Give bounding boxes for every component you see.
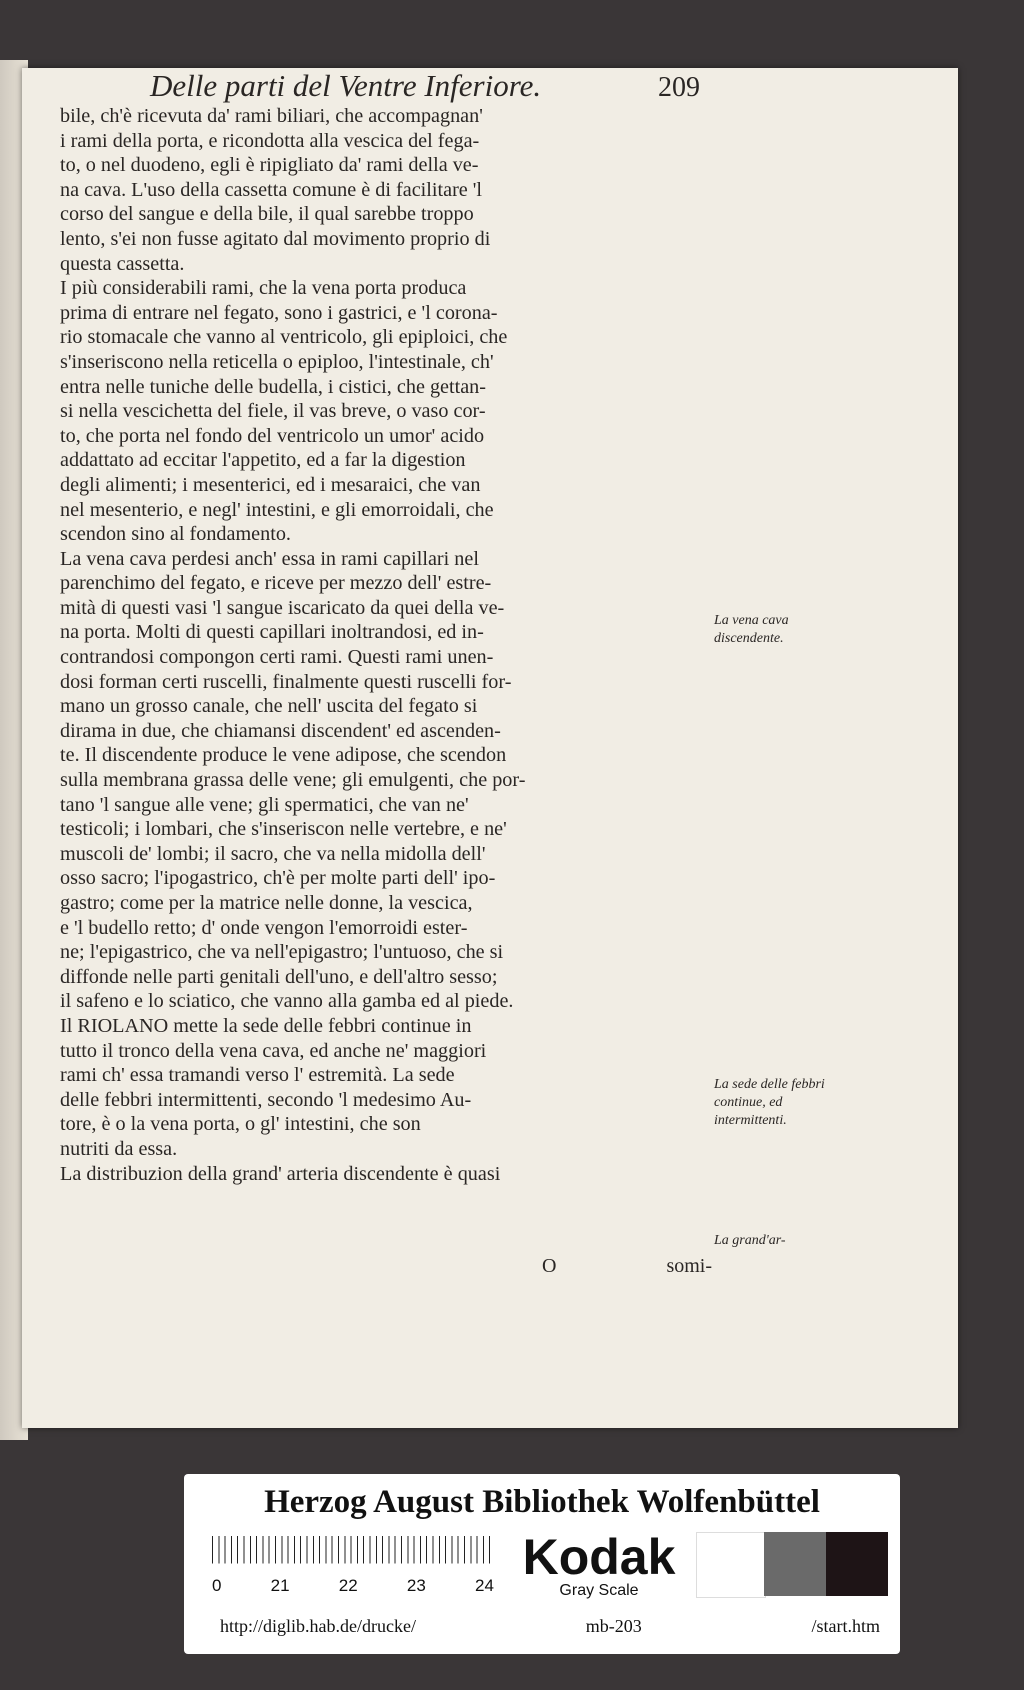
- margin-note: La vena cava discendente.: [714, 613, 789, 646]
- text-line: testicoli; i lombari, che s'inseriscon nelle vertebre, e ne': [60, 818, 507, 841]
- page-header: [150, 68, 700, 108]
- margin-note: La sede delle febbri continue, ed intermittenti.: [714, 1077, 825, 1128]
- kodak-logo: Kodak: [522, 1529, 676, 1585]
- text-line: parenchimo del fegato, e riceve per mezzo dell' estre-: [60, 572, 492, 595]
- url-row: [220, 1616, 880, 1637]
- text-line: te. Il discendente produce le vene adipose, che scendon: [60, 744, 507, 767]
- text-line: I più considerabili rami, che la vena porta produca: [60, 277, 467, 300]
- text-line: entra nelle tuniche delle budella, i cistici, che gettan-: [60, 375, 486, 398]
- url-suffix: /start.htm: [811, 1616, 880, 1636]
- text-line: muscoli de' lombi; il sacro, che va nella midolla dell': [60, 842, 486, 865]
- ruler-label: 24: [475, 1576, 494, 1595]
- text-line: mità di questi vasi 'l sangue iscaricato da quei della ve-: [60, 596, 505, 619]
- text-line: prima di entrare nel fegato, sono i gastrici, e 'l corona-: [60, 301, 498, 324]
- text-line: dirama in due, che chiamansi discendent' ed ascenden-: [60, 719, 501, 742]
- ruler-labels: [212, 1576, 494, 1596]
- text-line: bile, ch'è ricevuta da' rami biliari, che accompagnan': [60, 105, 483, 127]
- text-line: tore, è o la vena porta, o gl' intestini, che son: [60, 1113, 421, 1136]
- text-line: Il RIOLANO mette la sede delle febbri continue in: [60, 1014, 472, 1037]
- text-line: i rami della porta, e ricondotta alla vescica del fega-: [60, 129, 480, 152]
- text-line: osso sacro; l'ipogastrico, ch'è per molte parti dell' ipo-: [60, 867, 496, 890]
- ruler-label: 21: [270, 1576, 290, 1595]
- text-line: ne; l'epigastrico, che va nell'epigastro; l'untuoso, che si: [60, 941, 504, 964]
- text-line: delle febbri intermittenti, secondo 'l medesimo Au-: [60, 1088, 472, 1111]
- text-line: sulla membrana grassa delle vene; gli emulgenti, che por-: [60, 769, 526, 792]
- scale-ruler: [212, 1536, 494, 1575]
- gray-swatch-mid: [764, 1532, 826, 1596]
- margin-note: La grand'ar-: [714, 1233, 786, 1248]
- text-line: addattato ad eccitar l'appetito, ed a far la digestion: [60, 449, 466, 472]
- text-line: tutto il tronco della vena cava, ed anche ne' maggiori: [60, 1039, 487, 1062]
- page-number: 209: [658, 72, 700, 103]
- url-base: http://diglib.hab.de/drucke/: [220, 1616, 416, 1636]
- text-line: dosi forman certi ruscelli, finalmente questi ruscelli for-: [60, 670, 512, 693]
- gray-swatch-black: [826, 1532, 888, 1596]
- catchword: somi-: [666, 1255, 712, 1277]
- text-line: La vena cava perdesi anch' essa in rami capillari nel: [60, 547, 479, 570]
- text-line: si nella vescichetta del fiele, il vas breve, o vaso cor-: [60, 400, 486, 423]
- text-line: La distribuzion della grand' arteria discendente è quasi: [60, 1162, 501, 1185]
- text-line: nel mesenterio, e negl' intestini, e gli emorroidali, che: [60, 498, 494, 521]
- library-name: Herzog August Bibliothek Wolfenbüttel: [264, 1484, 820, 1520]
- text-line: e 'l budello retto; d' onde vengon l'emorroidi ester-: [60, 916, 468, 939]
- text-line: to, che porta nel fondo del ventricolo un umor' acido: [60, 424, 485, 447]
- body-text: [60, 104, 705, 1186]
- text-line: degli alimenti; i mesenterici, ed i mesaraici, che van: [60, 473, 481, 496]
- text-line: il safeno e lo sciatico, che vanno alla gamba ed al piede.: [60, 990, 514, 1013]
- text-line: tano 'l sangue alle vene; gli spermatici, che van ne': [60, 793, 469, 816]
- text-line: diffonde nelle parti genitali dell'uno, e dell'altro sesso;: [60, 965, 498, 988]
- gray-scale-label: Gray Scale: [559, 1582, 639, 1599]
- ruler-label: 23: [406, 1576, 426, 1595]
- text-line: corso del sangue e della bile, il qual sarebbe troppo: [60, 203, 474, 226]
- text-line: to, o nel duodeno, egli è ripigliato da' rami della ve-: [60, 154, 479, 177]
- url-shelfmark: mb-203: [585, 1616, 642, 1636]
- text-line: rami ch' essa tramandi verso l' estremità. La sede: [60, 1064, 455, 1087]
- text-line: na porta. Molti di questi capillari inoltrandosi, ed in-: [60, 621, 484, 644]
- text-line: s'inseriscono nella reticella o epiploo, l'intestinale, ch': [60, 350, 494, 373]
- color-target-card: [184, 1474, 900, 1654]
- text-line: questa cassetta.: [60, 252, 185, 275]
- text-line: nutriti da essa.: [60, 1137, 178, 1160]
- gray-swatch-white: [696, 1532, 766, 1598]
- text-line: mano un grosso canale, che nell' uscita del fegato si: [60, 695, 478, 718]
- ruler-label: 0: [212, 1576, 222, 1595]
- text-line: rio stomacale che vanno al ventricolo, gli epiploici, che: [60, 326, 508, 349]
- text-line: na cava. L'uso della cassetta comune è di facilitare 'l: [60, 178, 483, 201]
- ruler-label: 22: [338, 1576, 358, 1595]
- text-line: lento, s'ei non fusse agitato dal movimento proprio di: [60, 227, 491, 250]
- text-line: contrandosi compongon certi rami. Questi rami unen-: [60, 646, 494, 669]
- signature-mark: O: [542, 1255, 557, 1277]
- text-line: scendon sino al fondamento.: [60, 523, 291, 546]
- running-title: Delle parti del Ventre Inferiore.: [150, 68, 542, 103]
- text-line: gastro; come per la matrice nelle donne, la vescica,: [60, 892, 473, 914]
- page-footer: [542, 1255, 712, 1278]
